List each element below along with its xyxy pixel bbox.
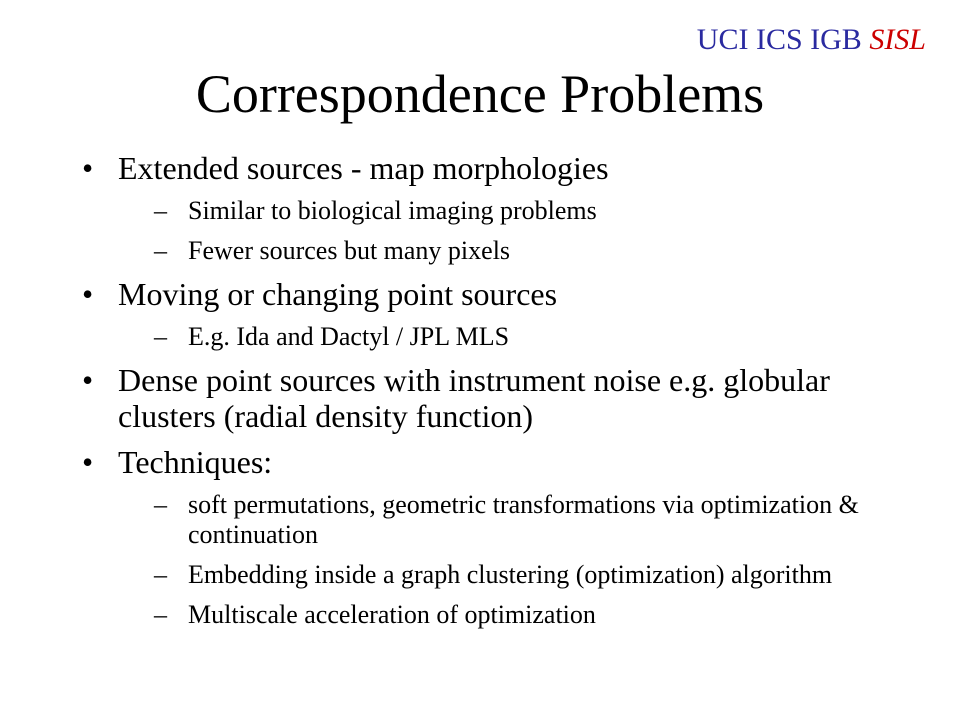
sub-marker: –	[154, 322, 167, 351]
sub-text: Fewer sources but many pixels	[188, 236, 511, 265]
bullet-item	[82, 276, 932, 312]
sub-text: Embedding inside a graph clustering (optimization) algorithm	[188, 560, 833, 589]
tag-sisl: SISL	[869, 23, 926, 56]
sub-item	[82, 236, 932, 266]
slide-content	[82, 150, 932, 630]
sub-item	[82, 600, 932, 630]
slide-title: Correspondence Problems	[195, 64, 765, 124]
sub-text: soft permutations, geometric transformations via optimization & continuation	[188, 490, 859, 549]
sub-item	[82, 196, 932, 226]
bullet-marker: •	[82, 362, 94, 398]
bullet-text: Moving or changing point sources	[118, 276, 558, 312]
bullet-item	[82, 362, 932, 434]
bullet-marker: •	[82, 150, 94, 186]
bullet-text: Extended sources - map morphologies	[118, 150, 609, 186]
sub-marker: –	[154, 196, 167, 225]
bullet-marker: •	[82, 276, 94, 312]
sub-item	[82, 560, 932, 590]
bullet-text: Dense point sources with instrument noise e.g. globular clusters (radial density function)	[118, 362, 830, 434]
sub-marker: –	[154, 490, 167, 519]
bullet-marker: •	[82, 444, 94, 480]
tag-ics-igb: ICS IGB	[755, 23, 862, 56]
sub-marker: –	[154, 560, 167, 589]
sub-marker: –	[154, 600, 167, 629]
sub-item	[82, 322, 932, 352]
sub-text: E.g. Ida and Dactyl / JPL MLS	[188, 322, 510, 351]
bullet-item	[82, 444, 932, 480]
bullet-item	[82, 150, 932, 186]
bullet-text: Techniques:	[118, 444, 273, 480]
sub-marker: –	[154, 236, 167, 265]
sub-item	[82, 490, 932, 550]
tag-uci: UCI	[696, 23, 749, 56]
sub-text: Similar to biological imaging problems	[188, 196, 597, 225]
header-tag	[697, 22, 926, 58]
sub-text: Multiscale acceleration of optimization	[188, 600, 596, 629]
